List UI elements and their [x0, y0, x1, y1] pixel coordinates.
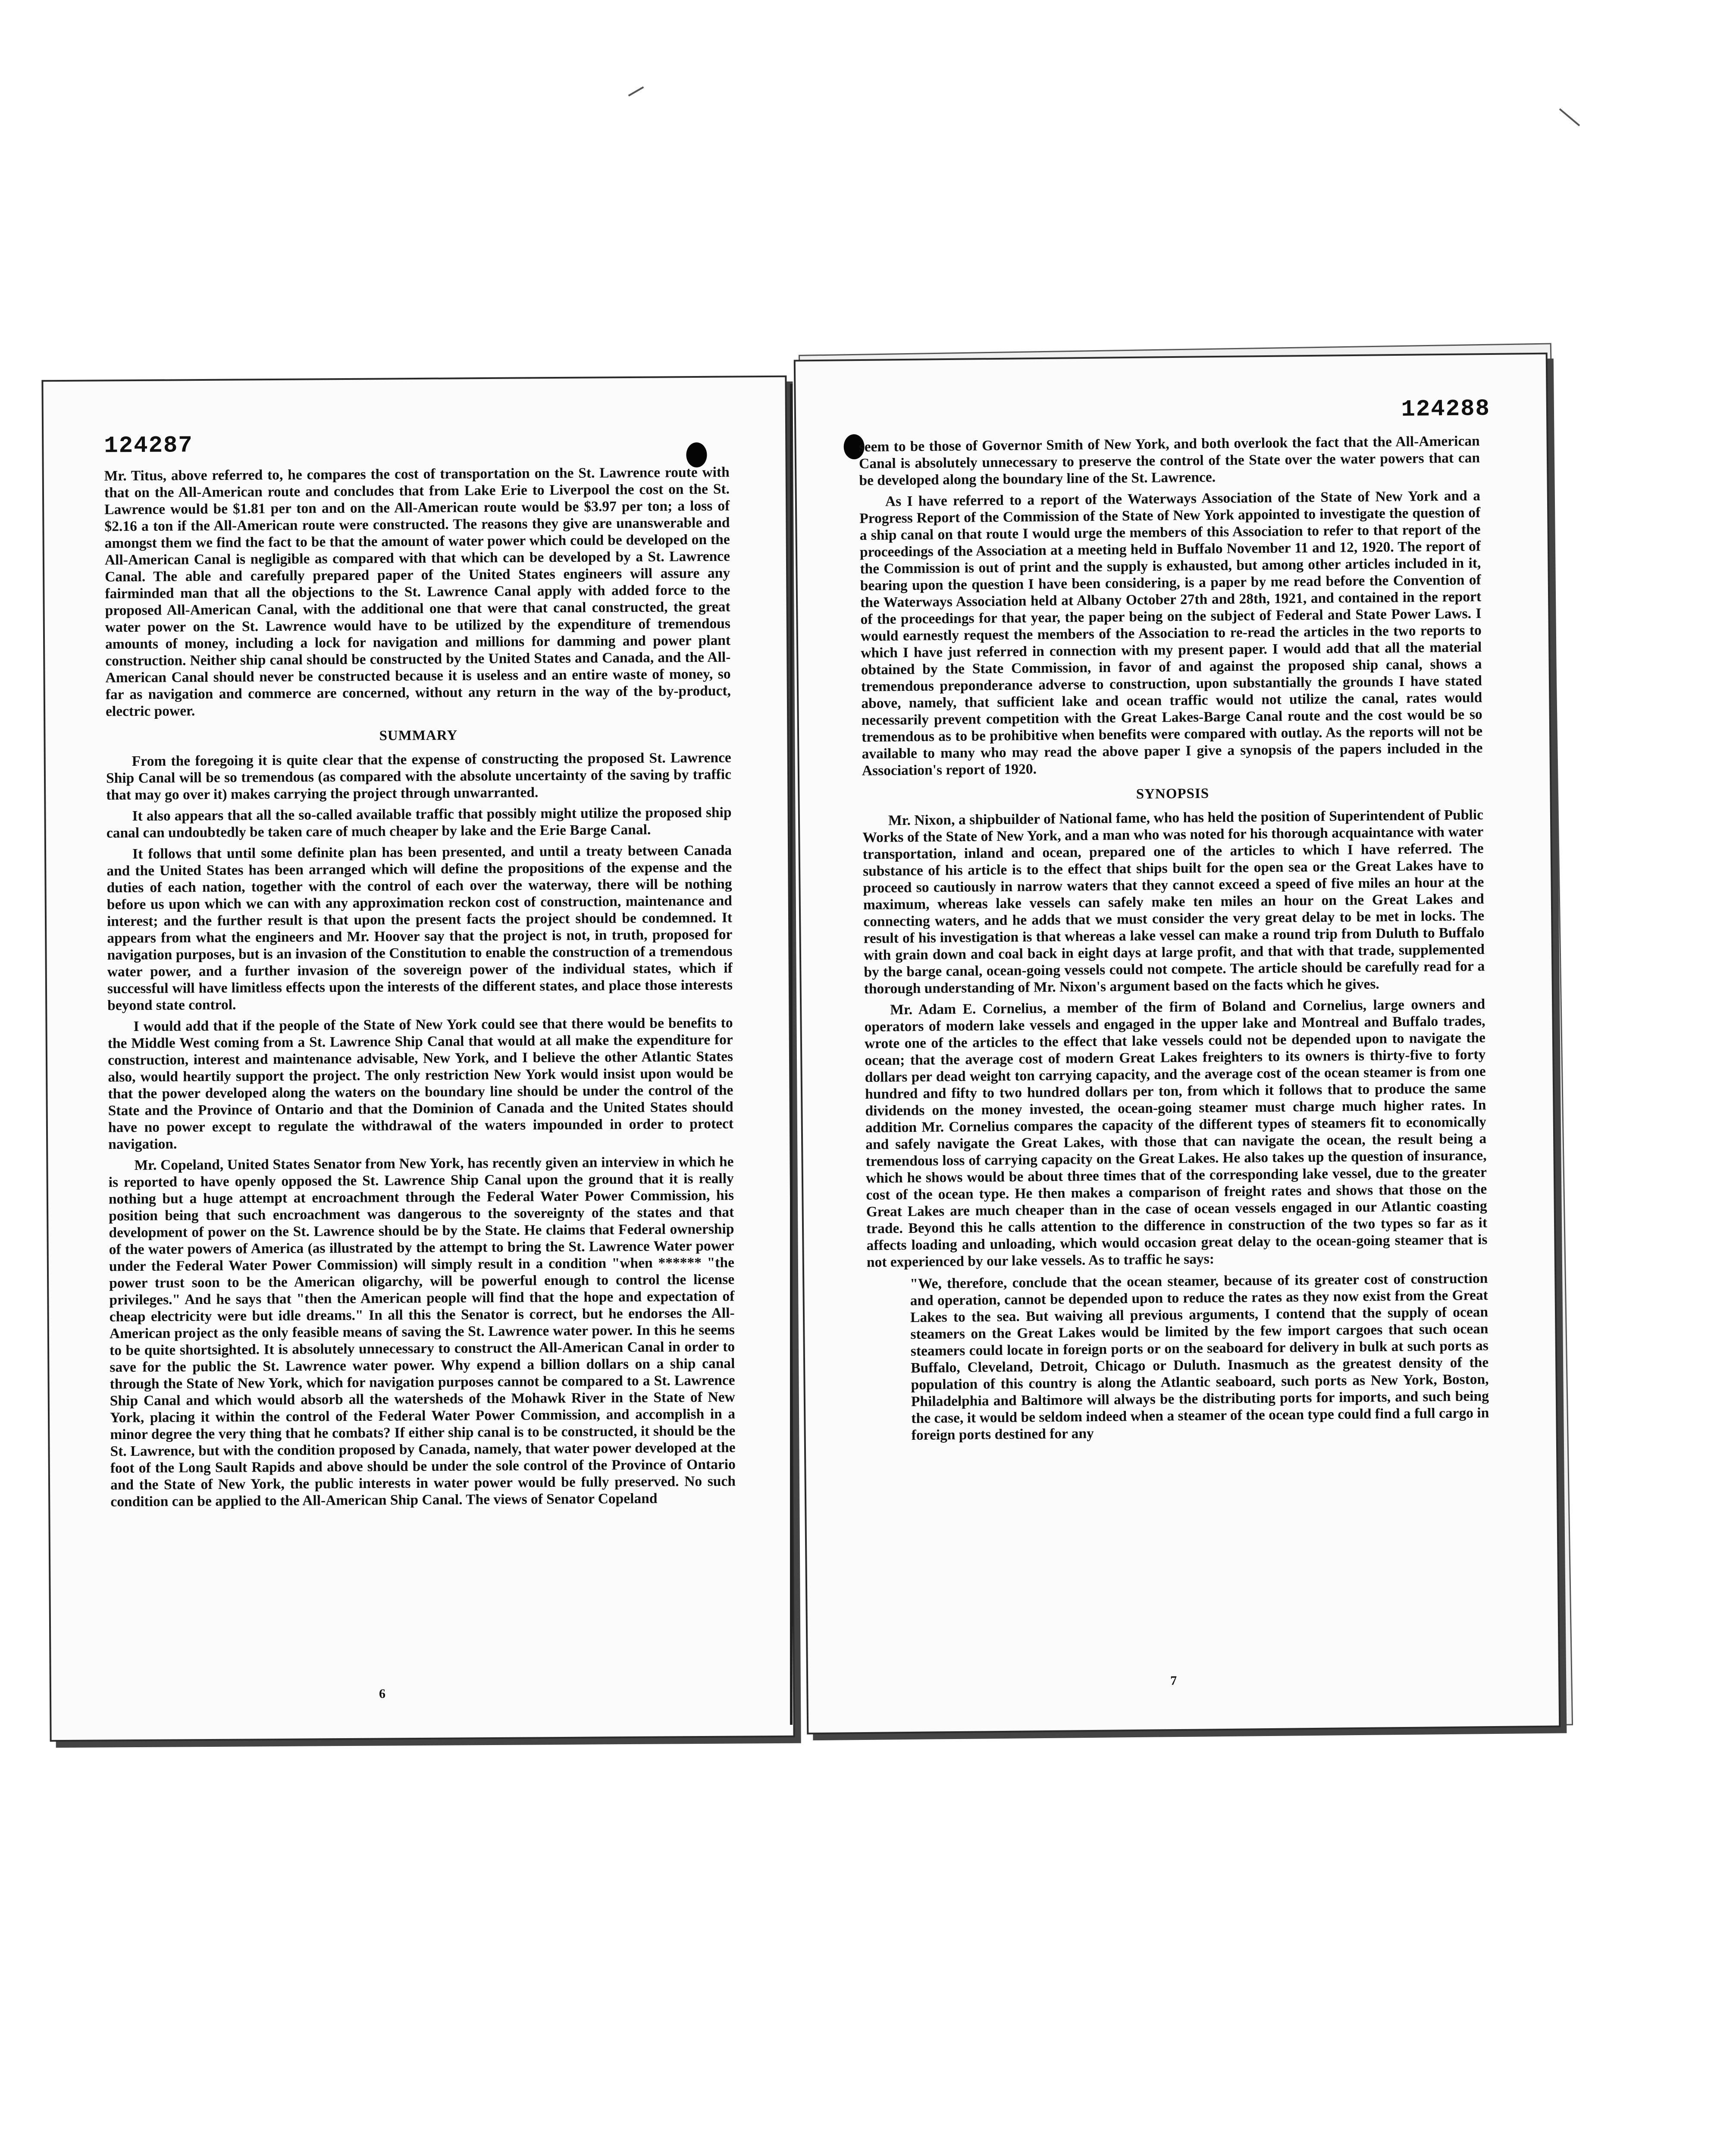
folio-number: 124288: [1401, 395, 1491, 423]
scratch-mark: [628, 86, 644, 96]
right-text-column: [859, 432, 1489, 1444]
paragraph: Mr. Nixon, a shipbuilder of National fame, who has held the position of Superintendent of Public Works of the State of New York, and a man who was noted for his thorough acquaintance with water transportation, inland and ocean, prepared one of the articles to which I have referred. The substance of his article is to the effect that ships built for the open sea or the Great Lakes have to proceed so cautiously in narrow waters that they cannot exceed a speed of five miles an hour at the maximum, whereas lake vessels can safely make ten miles an hour on the Great Lakes and connecting waters, and he adds that we must consider the very great delay to be met in locks. The result of his investigation is that whereas a lake vessel can make a round trip from Duluth to Buffalo with grain down and coal back in eight days at large profit, and that with that trade, supplemented by the barge canal, ocean-going vessels could not compete. The article should be carefully read for a thorough understanding of Mr. Nixon's argument based on the facts which he gives.: [862, 807, 1485, 997]
paragraph: It also appears that all the so-called available traffic that possibly might utilize the proposed ship canal can undoubtedly be taken care of much cheaper by lake and the Erie Barge Canal.: [106, 804, 732, 841]
page-number: 7: [1170, 1673, 1177, 1688]
right-page: [796, 354, 1559, 1733]
paragraph: From the foregoing it is quite clear that the expense of constructing the proposed St. Lawrence Ship Canal will be so tremendous (as compared with the absolute uncertainty of the saving by traffic that may go over it) makes carrying the project through unwarranted.: [106, 749, 732, 803]
section-heading: SUMMARY: [379, 727, 458, 744]
paragraph: Mr. Titus, above referred to, he compares the cost of transportation on the St. Lawrence route with that on the All-American route and concludes that from Lake Erie to Liverpool the cost on the St. Lawrence would be $1.81 per ton and on the All-American route would be $3.97 per ton; a loss of $2.16 a ton if the All-American route were constructed. The reasons they give are unanswerable and amongst them we find the fact to be that the amount of water power which could be developed on the All-American Canal is negligible as compared with that which can be developed by a St. Lawrence Canal. The able and carefully prepared paper of the United States engineers will assure any fairminded man that all the objections to the St. Lawrence Canal apply with added force to the proposed All-American Canal, with the additional one that were that canal constructed, the great water power on the St. Lawrence would have to be utilized by the expenditure of tremendous amounts of money, including a lock for navigation and millions for damming and power plant construction. Neither ship canal should be constructed by the United States and Canada, and the All-American Canal should never be constructed because it is useless and an entire waste of money, so far as navigation and commerce are concerned, without any return in the way of the by-product, electric power.: [104, 464, 731, 720]
left-text-column: [104, 464, 736, 1510]
paragraphs-before: [859, 432, 1483, 779]
paragraph: seem to be those of Governor Smith of New York, and both overlook the fact that the All-American Canal is absolutely unnecessary to preserve the control of the State over the water powers that can be developed along the boundary line of the St. Lawrence.: [859, 433, 1480, 489]
quote-text: "We, therefore, conclude that the ocean steamer, because of its greater cost of construction and operation, cannot be depended upon to reduce the rates as they now exist from the Great Lakes to the sea. But waiving all previous arguments, I contend that the supply of ocean steamers on the Great Lakes would be limited by the few import cargoes that such ocean steamers could locate in foreign ports or on the seaboard for delivery in bulk at such ports as Buffalo, Cleveland, Detroit, Chicago or Duluth. Inasmuch as the greatest density of the population of this country is along the Atlantic seaboard, such ports as New York, Boston, Philadelphia and Baltimore will always be the distributing ports for imports, and such being the case, it would be seldom indeed when a steamer of the ocean type could find a full cargo in foreign ports destined for any: [910, 1270, 1489, 1443]
paragraphs-before: [104, 464, 731, 720]
paragraph: Mr. Adam E. Cornelius, a member of the firm of Boland and Cornelius, large owners and operators of modern lake vessels and engaged in the upper lake and Montreal and Buffalo trades, wrote one of the articles to the effect that lake vessels could not be depended upon to navigate the ocean; that the average cost of modern Great Lakes freighters to its owners is thirty-five to forty dollars per dead weight ton carrying capacity, and the average cost of the ocean steamer is from one hundred and fifty to two hundred dollars per ton, from which it follows that to produce the same dividends on the money invested, the ocean-going steamer must charge much higher rates. In addition Mr. Cornelius compares the capacity of the different types of steamers fit to economically and safely navigate the Great Lakes, with those that can navigate the ocean, the result being a tremendous loss of carrying capacity on the Great Lakes. He also takes up the question of insurance, which he shows would be about three times that of the corresponding lake vessel, due to the greater cost of the ocean type. He then makes a comparison of freight rates and shows that those on the Great Lakes are much cheaper than in the case of ocean vessels engaged in our Atlantic coasting trade. Beyond this he calls attention to the difference in construction of the two types so far as it affects loading and unloading, which would occasion great delay to the ocean-going steamer that is not experienced by our lake vessels. As to traffic he says:: [864, 996, 1488, 1270]
scratch-mark: [1559, 108, 1580, 126]
left-page: [43, 377, 793, 1740]
section-heading: SYNOPSIS: [1136, 786, 1210, 802]
paragraph: I would add that if the people of the State of New York could see that there would be benefits to the Middle West coming from a St. Lawrence Ship Canal that would at all make the expenditure for construction, interest and maintenance advisable, New York, and I believe the other Atlantic States also, would heartily support the project. The only restriction New York would insist upon would be that the power developed along the waters on the boundary line should be under the control of the State and the Province of Ontario and that the Dominion of Canada and the United States should have no power except to regulate the withdrawal of the waters impounded in order to protect navigation.: [107, 1015, 734, 1153]
block-quote: [910, 1270, 1489, 1444]
folio-number: 124287: [104, 432, 193, 460]
paragraphs-after: [106, 749, 736, 1510]
paragraph: It follows that until some definite plan has been presented, and until a treaty between Canada and the United States has been arranged which will define the propositions of the expense and the duties of each nation, together with the control of each over the waterway, there will be nothing before us upon which we can with any approximation reckon cost of construction, maintenance and interest; and the further result is that upon the present facts the project should be condemned. It appears from what the engineers and Mr. Hoover say that the project is not, in truth, proposed for navigation purposes, but is an invasion of the Constitution to enable the construction of a tremendous water power, and a further invasion of the sovereign power of the individual states, which if successful will have limitless effects upon the interests of the different states, and place those interests beyond state control.: [107, 842, 733, 1014]
page-gutter: [790, 384, 793, 1725]
paragraph: Mr. Copeland, United States Senator from New York, has recently given an interview in which he is reported to have openly opposed the St. Lawrence Ship Canal upon the ground that it is really nothing but a huge attempt at encroachment through the Federal Water Power Commission, his position being that such encroachment was dangerous to the sovereignty of the states and that development of power on the St. Lawrence should be by the State. He claims that Federal ownership of the water powers of America (as illustrated by the attempt to bring the St. Lawrence Water power under the Federal Water Power Commission) will simply result in a condition "when ****** "the power trust soon to be the American oligarchy, will be powerful enough to control the license privileges." And he says that "then the American people will find that the hope and expectation of cheap electricity were but idle dreams." In all this the Senator is correct, but he endorses the All-American project as the only feasible means of saving the St. Lawrence water power. In this he seems to be quite shortsighted. It is absolutely unnecessary to construct the All-American Canal in order to save for the public the St. Lawrence water power. Why expend a billion dollars on a ship canal through the State of New York, which for navigation purposes cannot be compared to a St. Lawrence Ship Canal and which would absorb all the watersheds of the Mohawk River in the State of New York, placing it within the control of the Federal Water Power Commission, and accomplish in a minor degree the very thing that he combats? If either ship canal is to be constructed, it should be the St. Lawrence, but with the condition proposed by Canada, namely, that water power developed at the foot of the Long Sault Rapids and above should be under the sole control of the Province of Ontario and the State of New York, the public interests in water power would be fully preserved. No such condition can be applied to the All-American Ship Canal. The views of Senator Copeland: [108, 1153, 736, 1510]
paragraph: As I have referred to a report of the Waterways Association of the State of New York and a Progress Report of the Commission of the State of New York appointed to investigate the question of a ship canal on that route I would urge the members of this Association to refer to that report of the proceedings of the Association at a meeting held in Buffalo November 11 and 12, 1920. The report of the Commission is out of print and the supply is exhausted, but among other articles included in it, bearing upon the question I have been considering, is a paper by me read before the Convention of the Waterways Association held at Albany October 27th and 28th, 1921, and contained in the report of the proceedings for that year, the paper being on the subject of Federal and State Power Laws. I would earnestly request the members of the Association to re-read the articles in the two reports to which I have just referred in connection with my present paper. I would add that all the material obtained by the State Commission, in favor of and against the proposed ship canal, shows a tremendous preponderance adverse to construction, upon substantially the grounds I have stated above, namely, that sufficient lake and ocean traffic would not utilize the canal, rates would necessarily prevent competition with the Great Lakes-Barge Canal route and the cost would be so tremendous as to be prohibitive when benefits were compared with outlay. As the reports will not be available to many who may read the above paper I give a synopsis of the papers included in the Association's report of 1920.: [859, 488, 1483, 779]
page-number: 6: [379, 1686, 386, 1701]
paragraphs-after: [862, 806, 1488, 1271]
